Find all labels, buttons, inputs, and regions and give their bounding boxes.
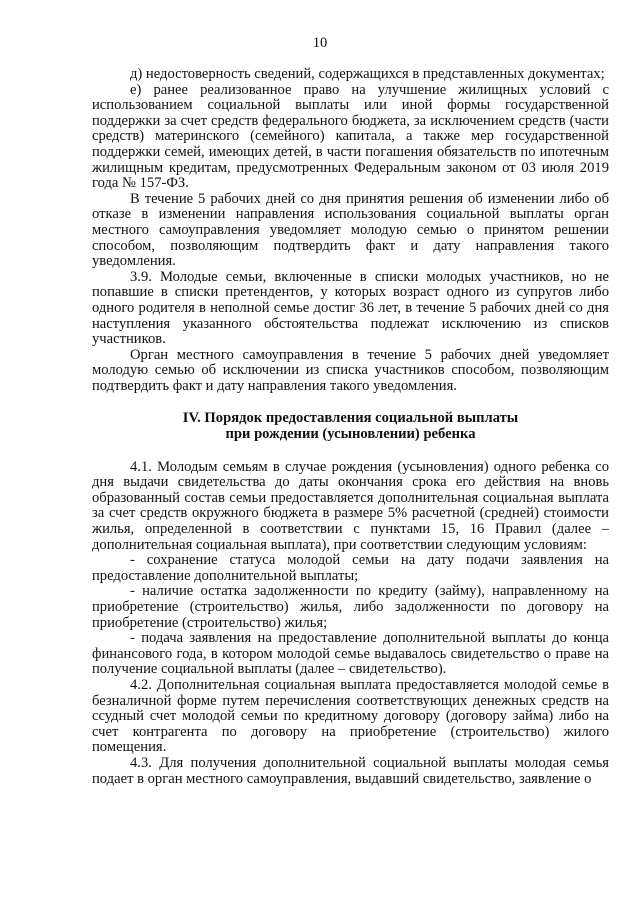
paragraph-notification-change: В течение 5 рабочих дней со дня принятия решения об изменении либо об отказе в изменении направления использования социальной выплаты орган местного самоуправления уведомляет молодую семью о принятом решении способом, позволяющим подтвердить факт и дату направления такого уведомления.	[92, 190, 609, 270]
section-heading	[92, 411, 609, 442]
condition-item-debt: - наличие остатка задолженности по кредиту (займу), направленному на приобретение (строительство) жилья, либо задолженности по договору на приобретение (строительство) жилья;	[92, 583, 609, 631]
document-body	[92, 67, 609, 787]
paragraph-item-e: е) ранее реализованное право на улучшение жилищных условий с использованием социальной выплаты или иной формы государственной поддержки за счет средств федерального бюджета, за исключением средств (части средств) материнского (семейного) капитала, а также мер государственной поддержки семей, имеющих детей, в части погашения обязательств по ипотечным жилищным кредитам, предусмотренных Федеральным законом от 03 июля 2019 года № 157-ФЗ.	[92, 81, 609, 192]
page-number: 10	[312, 35, 328, 51]
paragraph-notification-exclusion: Орган местного самоуправления в течение 5 рабочих дней уведомляет молодую семью об исключении из списка участников способом, позволяющим подтвердить факт и дату направления такого уведомления.	[92, 346, 609, 394]
paragraph-4-3: 4.3. Для получения дополнительной социальной выплаты молодая семья подает в орган местного самоуправления, выдавший свидетельство, заявление о	[92, 754, 609, 787]
section-title-line-1: IV. Порядок предоставления социальной выплаты	[182, 410, 519, 427]
paragraph-4-2: 4.2. Дополнительная социальная выплата предоставляется молодой семье в безналичной форме путем перечисления соответствующих денежных средств на ссудный счет молодой семьи по кредитному договору (договору займа) либо на счет контрагента по договору на приобретение (строительство) жилого помещения.	[92, 676, 609, 756]
paragraph-3-9: 3.9. Молодые семьи, включенные в списки молодых участников, но не попавшие в списки претендентов, у которых возраст одного из супругов либо одного родителя в неполной семье достиг 36 лет, в течение 5 рабочих дней со дня наступления указанного обстоятельства подлежат исключению из списков участников.	[92, 268, 609, 348]
paragraph-item-d: д) недостоверность сведений, содержащихся в представленных документах;	[130, 66, 605, 82]
paragraph-4-1: 4.1. Молодым семьям в случае рождения (усыновления) одного ребенка со дня выдачи свидетельства до даты окончания срока его действия на вновь образованный состав семьи предоставляется дополнительная социальная выплата за счет средств окружного бюджета в размере 5% расчетной (средней) стоимости жилья, определенной в соответствии с пунктами 15, 16 Правил (далее – дополнительная социальная выплата), при соответствии следующим условиям:	[92, 458, 609, 553]
condition-item-application: - подача заявления на предоставление дополнительной выплаты до конца финансового года, в котором молодой семье выдавалось свидетельство о праве на получение социальной выплаты (далее – свидетельство).	[92, 630, 609, 678]
condition-item-status: - сохранение статуса молодой семьи на дату подачи заявления на предоставление дополнительной выплаты;	[92, 552, 609, 584]
section-title-line-2: при рождении (усыновлении) ребенка	[225, 426, 476, 443]
